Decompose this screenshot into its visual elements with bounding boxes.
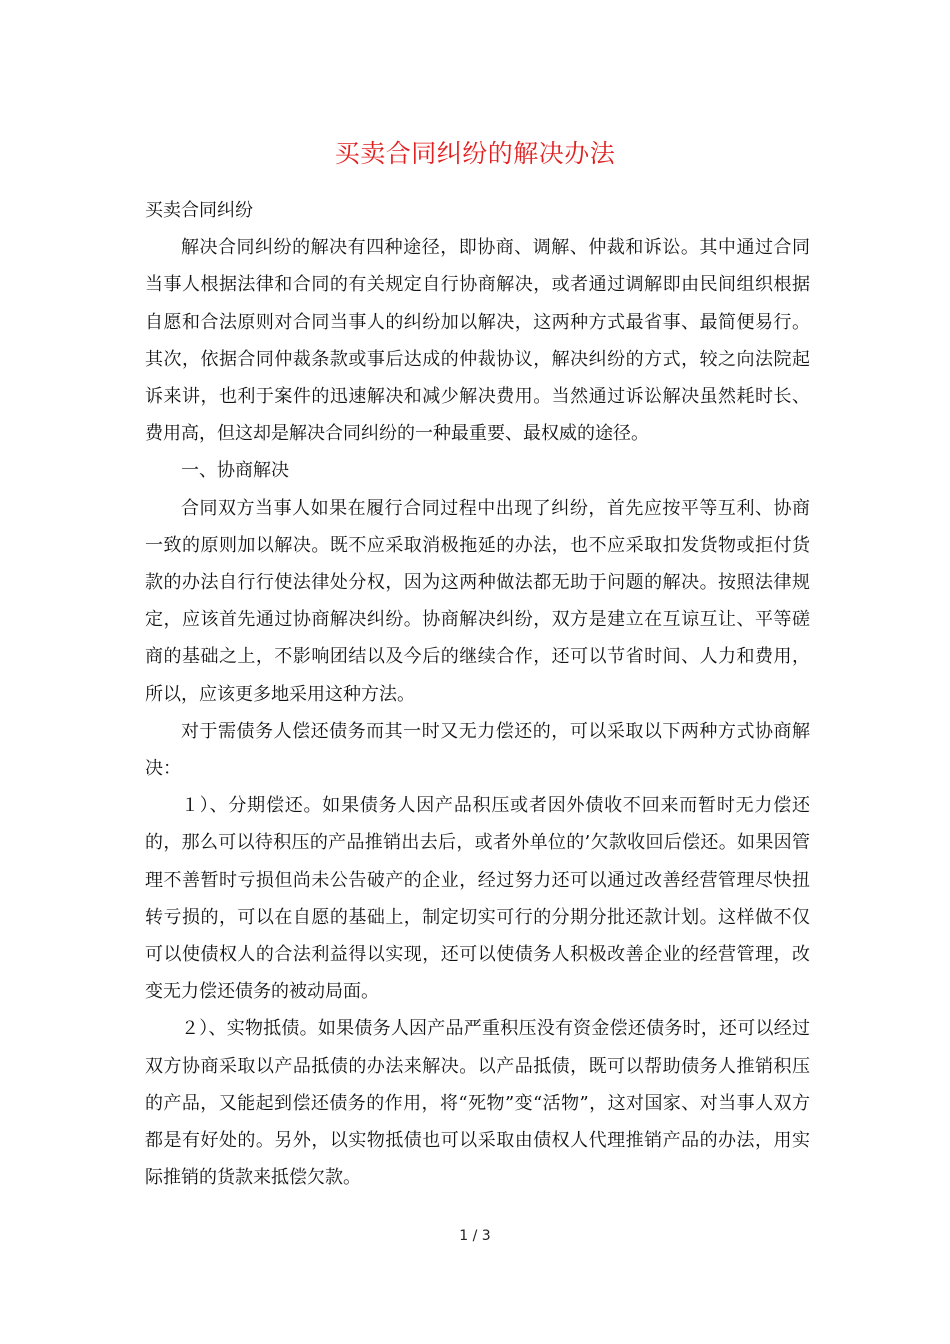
document-body — [145, 192, 810, 1196]
section-heading: 买卖合同纠纷 — [145, 200, 253, 221]
paragraph-debt-methods: 对于需债务人偿还债务而其一时又无力偿还的，可以采取以下两种方式协商解决： — [145, 720, 810, 780]
document-title: 买卖合同纠纷的解决办法 — [334, 139, 616, 168]
paragraph-negotiation: 合同双方当事人如果在履行合同过程中出现了纠纷，首先应按平等互利、协商一致的原则加以解决。既不应采取消极拖延的办法，也不应采取扣发货物或拒付货款的办法自行行使法律处分权，因为这两种做法都无助于问题的解决。按照法律规定，应该首先通过协商解决纠纷。协商解决纠纷，双方是建立在互谅互让、平等磋商的基础之上，不影响团结以及今后的继续合作，还可以节省时间、人力和费用，所以，应该更多地采用这种方法。 — [145, 497, 810, 705]
paragraph-intro: 解决合同纠纷的解决有四种途径，即协商、调解、仲裁和诉讼。其中通过合同当事人根据法律和合同的有关规定自行协商解决，或者通过调解即由民间组织根据自愿和合法原则对合同当事人的纠纷加以解决，这两种方式最省事、最简便易行。其次，依据合同仲裁条款或事后达成的仲裁协议，解决纠纷的方式，较之向法院起诉来讲，也利于案件的迅速解决和减少解决费用。当然通过诉讼解决虽然耗时长、费用高，但这却是解决合同纠纷的一种最重要、最权威的途径。 — [145, 237, 810, 445]
heading-negotiation: 一、协商解决 — [181, 460, 289, 482]
paragraph-in-kind: ２）、实物抵债。如果债务人因产品严重积压没有资金偿还债务时，还可以经过双方协商采取以产品抵债的办法来解决。以产品抵债，既可以帮助债务人推销积压的产品，又能起到偿还债务的作用，将“死物”变“活物”，这对国家、对当事人双方都是有好处的。另外，以实物抵债也可以采取由债权人代理推销产品的办法，用实际推销的货款来抵偿欠款。 — [145, 1018, 810, 1189]
page-number: 1 / 3 — [459, 1228, 491, 1244]
paragraph-installment: １）、分期偿还。如果债务人因产品积压或者因外债收不回来而暂时无力偿还的，那么可以待积压的产品推销出去后，或者外单位的’欠款收回后偿还。如果因管理不善暂时亏损但尚未公告破产的企业，经过努力还可以通过改善经营管理尽快扭转亏损的，可以在自愿的基础上，制定切实可行的分期分批还款计划。这样做不仅可以使债权人的合法利益得以实现，还可以使债务人积极改善企业的经营管理，改变无力偿还债务的被动局面。 — [145, 795, 810, 1003]
